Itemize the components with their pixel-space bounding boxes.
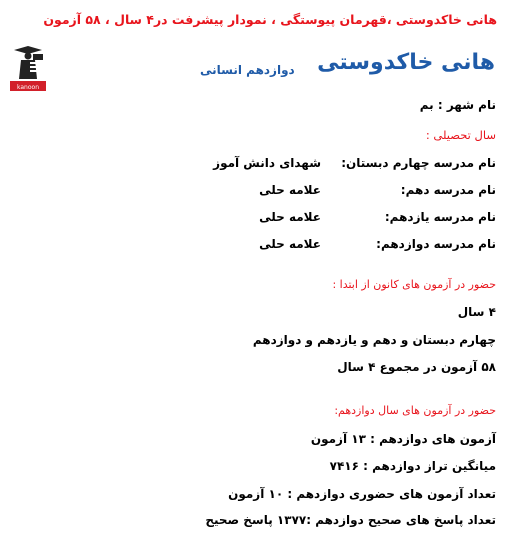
city: نام شهر : بم [419,98,496,112]
attendance-grades: چهارم دبستان و دهم و یازدهم و دوازدهم [252,333,496,347]
student-name: هانی خاکدوستی [317,50,495,75]
school-value-12: علامه حلی [259,237,321,251]
svg-text:kanoon: kanoon [17,84,39,91]
attendance-total: ۵۸ آزمون در مجموع ۴ سال [337,360,496,374]
grade12-average: میانگین تراز دوازدهم : ۷۴۱۶ [329,459,496,473]
school-value-10: علامه حلی [259,183,321,197]
graduate-figure-icon [10,45,46,91]
headline: هانی خاکدوستی ،قهرمان پیوستگی ، نمودار پیشرفت در۴ سال ، ۵۸ آزمون [43,12,497,27]
grade12-title: حضور در آزمون های سال دوازدهم: [334,404,496,417]
school-label-4: نام مدرسه چهارم دبستان: [341,156,496,170]
grade12-in-person: تعداد آزمون های حضوری دوازدهم : ۱۰ آزمون [228,487,496,501]
school-value-4: شهدای دانش آموز [213,156,321,170]
school-label-12: نام مدرسه دوازدهم: [376,237,496,251]
attendance-title: حضور در آزمون های کانون از ابتدا : [332,278,496,291]
grade12-exams: آزمون های دوازدهم : ۱۳ آزمون [310,432,496,446]
school-label-10: نام مدرسه دهم: [400,183,496,197]
school-label-11: نام مدرسه یازدهم: [384,210,496,224]
education-title: سال تحصیلی : [425,128,496,142]
school-value-11: علامه حلی [259,210,321,224]
attendance-years: ۴ سال [457,305,496,319]
grade12-correct-answers: تعداد پاسخ های صحیح دوازدهم :۱۳۷۷ پاسخ صحیح [205,513,496,527]
grade: دوازدهم انسانی [200,63,295,77]
logo [10,45,46,91]
